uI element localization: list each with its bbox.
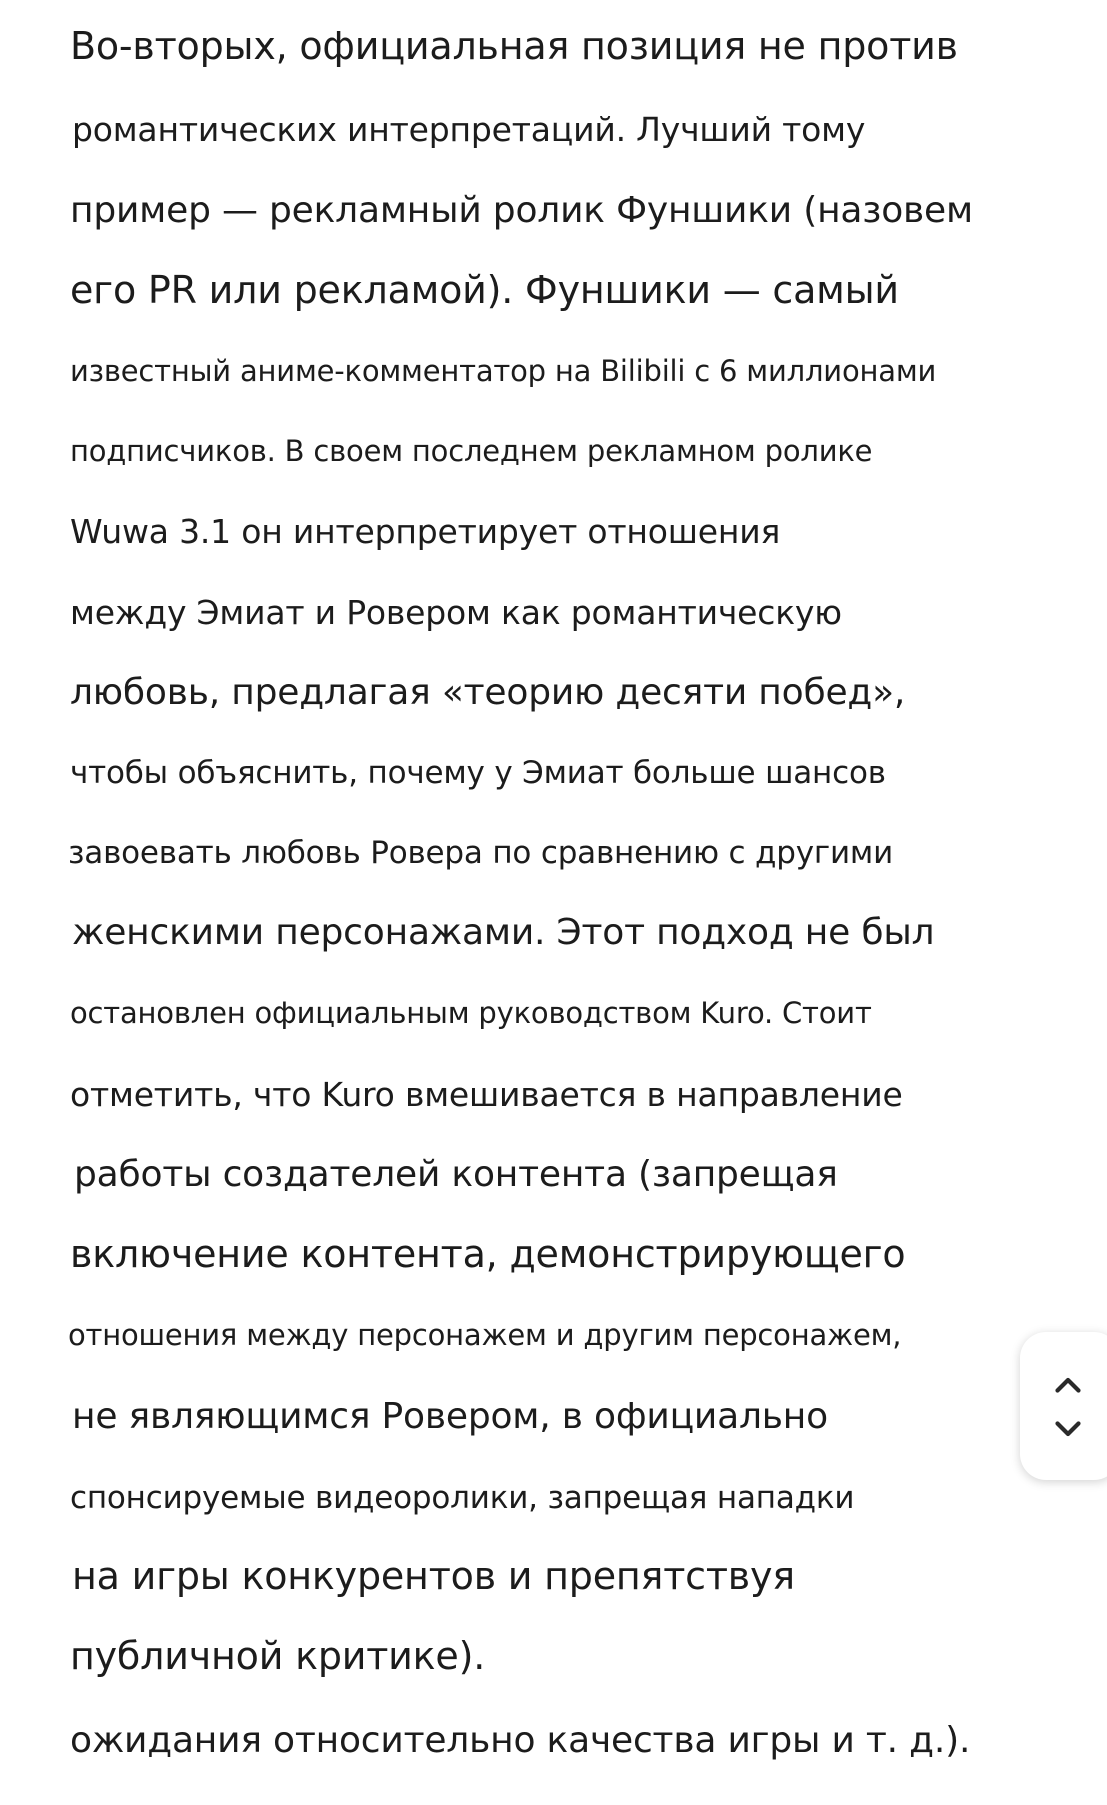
text-line-22: ожидания относительно качества игры и т. д.). bbox=[70, 1720, 971, 1761]
text-line-20: на игры конкурентов и препятствуя bbox=[72, 1554, 795, 1598]
scroll-down-button[interactable] bbox=[1050, 1410, 1086, 1446]
text-line-7: Wuwa 3.1 он интерпретирует отношения bbox=[70, 512, 781, 551]
chevron-up-icon bbox=[1050, 1368, 1086, 1404]
text-line-6: подписчиков. В своем последнем рекламном ролике bbox=[70, 434, 873, 468]
text-line-16: включение контента, демонстрирующего bbox=[70, 1232, 906, 1276]
text-line-21: публичной критике). bbox=[70, 1634, 486, 1678]
text-line-8: между Эмиат и Ровером как романтическую bbox=[70, 593, 842, 632]
text-line-9: любовь, предлагая «теорию десяти побед», bbox=[70, 672, 906, 713]
text-line-12: женскими персонажами. Этот подход не был bbox=[72, 912, 935, 953]
text-line-5: известный аниме-комментатор на Bilibili с 6 миллионами bbox=[70, 354, 937, 388]
text-line-17: отношения между персонажем и другим персонажем, bbox=[68, 1318, 902, 1352]
chevron-down-icon bbox=[1050, 1410, 1086, 1446]
text-line-4: его PR или рекламой). Фуншики — самый bbox=[70, 268, 899, 312]
text-line-13: остановлен официальным руководством Kuro. Стоит bbox=[70, 996, 872, 1030]
text-line-19: спонсируемые видеоролики, запрещая нападки bbox=[70, 1480, 855, 1516]
text-line-10: чтобы объяснить, почему у Эмиат больше шансов bbox=[70, 755, 886, 791]
text-line-14: отметить, что Kuro вмешивается в направление bbox=[70, 1075, 903, 1114]
scroll-up-button[interactable] bbox=[1050, 1368, 1086, 1404]
scroll-navigation bbox=[1020, 1332, 1107, 1480]
text-line-15: работы создателей контента (запрещая bbox=[74, 1154, 838, 1195]
text-line-2: романтических интерпретаций. Лучший тому bbox=[72, 110, 866, 149]
text-line-11: завоевать любовь Ровера по сравнению с другими bbox=[68, 835, 894, 871]
text-line-1: Во-вторых, официальная позиция не против bbox=[70, 24, 958, 68]
text-line-3: пример — рекламный ролик Фуншики (назовем bbox=[70, 190, 973, 231]
text-line-18: не являющимся Ровером, в официально bbox=[72, 1396, 828, 1437]
